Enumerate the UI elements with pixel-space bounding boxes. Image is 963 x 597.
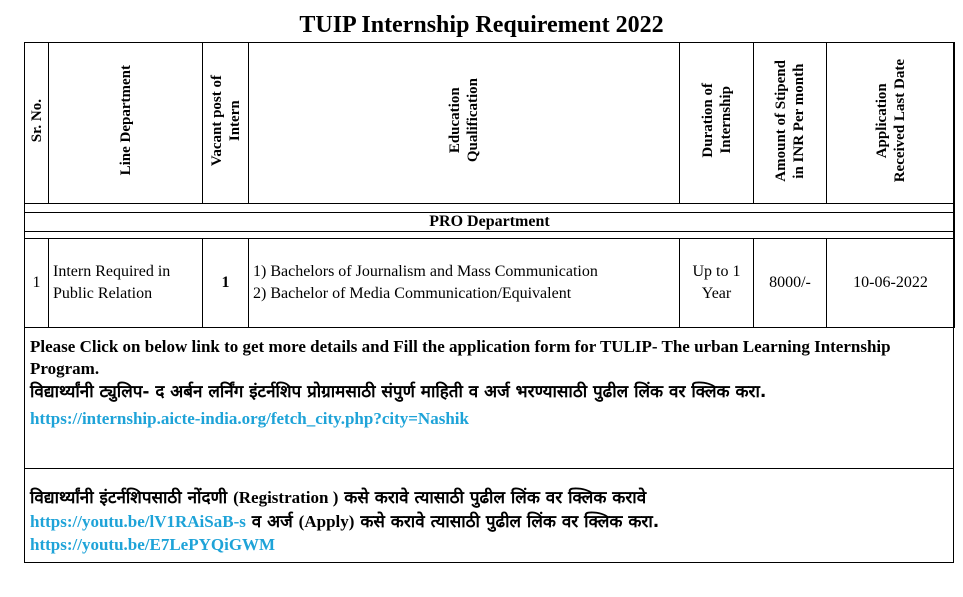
header-stipend: Amount of Stipend in INR Per month	[754, 43, 827, 204]
header-line-department: Line Department	[49, 43, 203, 204]
qualification-item: 2) Bachelor of Media Communication/Equivalent	[253, 285, 572, 302]
cell-duration: Up to 1 Year	[680, 239, 754, 328]
header-sr-no: Sr. No.	[25, 43, 49, 204]
qualification-item: 1) Bachelors of Journalism and Mass Communication	[253, 263, 598, 280]
internship-table	[24, 42, 955, 328]
cell-last-date: 10-06-2022	[827, 239, 955, 328]
cell-stipend: 8000/-	[754, 239, 827, 328]
divider	[24, 468, 954, 469]
cell-line-department: Intern Required in Public Relation	[49, 239, 203, 328]
header-vacant-post: Vacant post of Intern	[203, 43, 249, 204]
cell-vacant-post: 1	[203, 239, 249, 328]
header-education-qualification: Education Qualification	[249, 43, 680, 204]
cell-qualification	[249, 239, 680, 328]
apply-line: https://youtu.be/lV1RAiSaB-s व अर्ज (Apply) कसे करावे त्यासाठी पुढील लिंक वर क्लिक करा.	[30, 512, 660, 532]
notice-english: Please Click on below link to get more details and Fill the application form for TULIP- The urban Learning Internship Program.	[30, 337, 891, 378]
apply-video-link[interactable]: https://youtu.be/E7LePYQiGWM	[30, 535, 276, 554]
registration-block	[30, 486, 930, 556]
notice-block	[30, 336, 930, 430]
header-last-date: Application Received Last Date	[827, 43, 955, 204]
header-duration: Duration of Internship	[680, 43, 754, 204]
registration-line: विद्यार्थ्यांनी इंटर्नशिपसाठी नोंदणी (Registration ) कसे करावे त्यासाठी पुढील लिंक वर क्लिक करावे	[30, 488, 647, 508]
notice-marathi: विद्यार्थ्यांनी ट्युलिप- द अर्बन लर्निंग इंटर्नशिप प्रोग्रामसाठी संपुर्ण माहिती व अर्ज भरण्यासाठी पुढील लिंक वर क्लिक करा.	[30, 382, 767, 402]
section-heading: PRO Department	[25, 213, 955, 232]
header-row	[25, 43, 955, 204]
registration-video-link[interactable]: https://youtu.be/lV1RAiSaB-s	[30, 512, 246, 531]
application-link[interactable]: https://internship.aicte-india.org/fetch_city.php?city=Nashik	[30, 409, 469, 428]
page-title: TUIP Internship Requirement 2022	[299, 12, 664, 38]
table-row	[25, 239, 955, 328]
cell-sr-no: 1	[25, 239, 49, 328]
